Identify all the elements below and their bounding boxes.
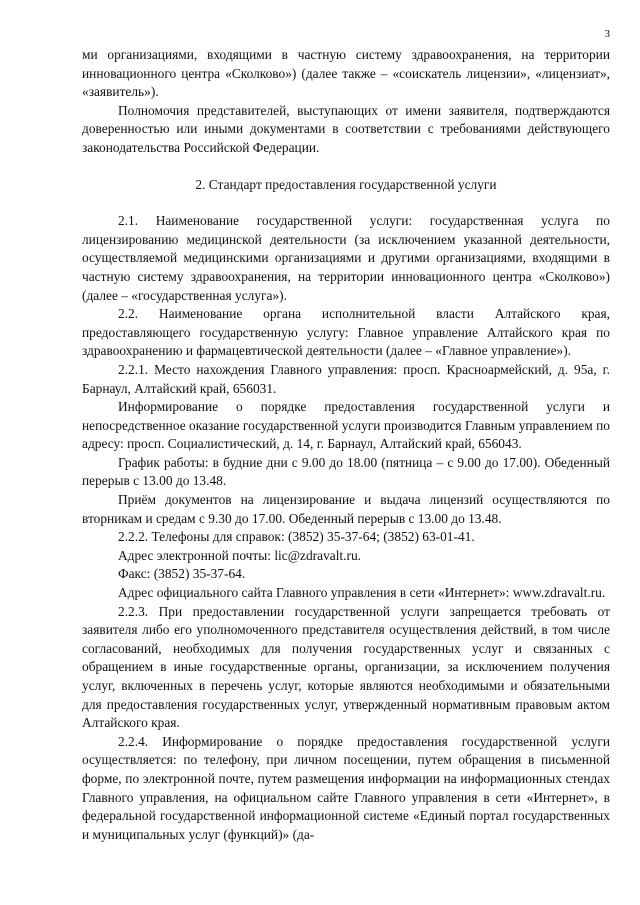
paragraph-document-reception: Приём документов на лицензирование и выдача лицензий осуществляются по вторникам и средам с 9.30 до 17.00. Обеденный перерыв с 13.00 до 13.48. [82, 492, 610, 526]
paragraph-phones: 2.2.2. Телефоны для справок: (3852) 35-37-64; (3852) 63-01-41. [118, 529, 475, 545]
paragraph-2-2-3: 2.2.3. При предоставлении государственной услуги запрещается требовать от заявителя либо его уполномоченного представителя осуществления действий, в том числе согласований, необходимых для получения государственных услуг и связанных с обращением в иные государственные органы, организации, за исключением получения услуг, включенных в перечень услуг, которые являются необходимыми и обязательными для предоставления государственных услуг, утвержденный нормативным правовым актом Алтайского края. [82, 603, 610, 731]
paragraph-2-2-1: 2.2.1. Место нахождения Главного управления: просп. Красноармейский, д. 95а, г. Барнаул, Алтайский край, 656031. [82, 361, 610, 396]
paragraph-2-1: 2.1. Наименование государственной услуги: государственная услуга по лицензированию медицинской деятельности (за исключением указанной деятельности, осуществляемой медицинскими организациями и другими организациями, входящими в частную систему здравоохранения, на территории инновационного центра «Сколково») (далее – «государственная услуга»). [82, 213, 610, 303]
paragraph-2-2-4: 2.2.4. Информирование о порядке предоставления государственной услуги осуществляется: по телефону, при личном посещении, путем обращения в письменной форме, по электронной почте, путем размещения информации на информационных стендах Главного управления, на официальном сайте Главного управления в сети «Интернет», в федеральной государственной информационной системе «Единый портал государственных и муниципальных услуг (функций)» (да- [82, 733, 610, 842]
paragraph-email: Адрес электронной почты: lic@zdravalt.ru. [118, 547, 362, 563]
paragraph-representatives: Полномочия представителей, выступающих от имени заявителя, подтверждаются доверенностью или иными документами в соответствии с требованиями действующего законодательства Российской Федерации. [82, 102, 610, 155]
paragraph-website: Адрес официального сайта Главного управления в сети «Интернет»: www.zdravalt.ru. [118, 585, 606, 601]
paragraph-2-2: 2.2. Наименование органа исполнительной власти Алтайского края, предоставляющего государственную услугу: Главное управление Алтайского края по здравоохранению и фармацевтической деятельности (далее – «Главное управление»). [82, 306, 610, 359]
paragraph-work-schedule: График работы: в будние дни с 9.00 до 18.00 (пятница – с 9.00 до 17.00). Обеденный перерыв с 13.00 до 13.48. [82, 454, 610, 489]
paragraph-continuation: ми организациями, входящими в частную систему здравоохранения, на территории инновационного центра «Сколково») (далее также – «соискатель лицензии», «лицензиат», «заявитель»). [82, 47, 610, 100]
page-number: 3 [604, 28, 610, 40]
section-heading: 2. Стандарт предоставления государственной услуги [195, 176, 497, 192]
document-body [82, 46, 610, 844]
paragraph-fax: Факс: (3852) 35-37-64. [118, 566, 246, 582]
paragraph-informing-address: Информирование о порядке предоставления государственной услуги и непосредственное оказание государственной услуги производится Главным управлением по адресу: просп. Социалистический, д. 14, г. Барнаул, Алтайский край, 656043. [82, 399, 610, 452]
